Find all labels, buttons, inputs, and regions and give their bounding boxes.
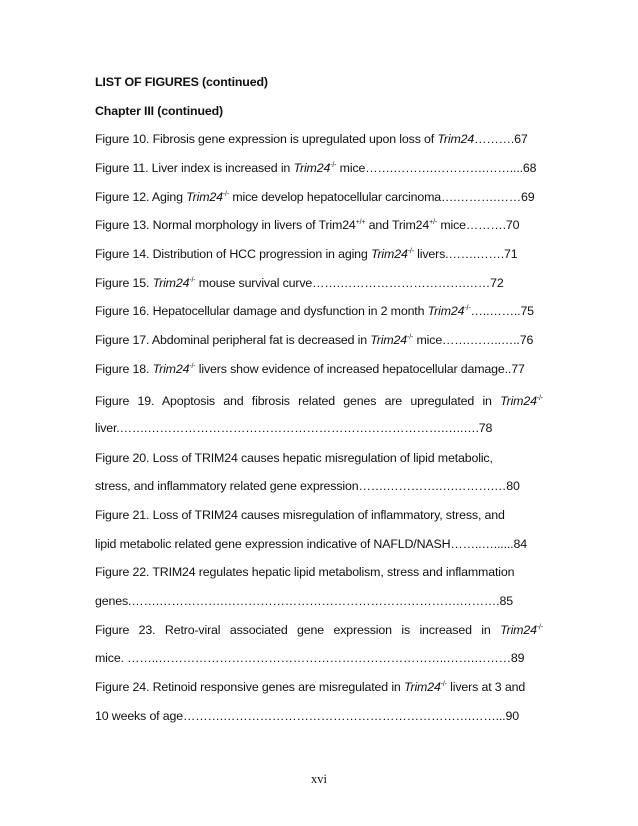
figure-entry-line: Figure 24. Retinoid responsive genes are misregulated in Trim24-/- livers at 3 and [95, 680, 526, 694]
figure-entry: Figure 16. Hepatocellular damage and dysfunction in 2 month Trim24-/-…..……..75 [95, 304, 534, 318]
figure-entry: Figure 12. Aging Trim24-/- mice develop hepatocellular carcinoma….……….……69 [95, 190, 535, 204]
figure-entry: Figure 18. Trim24-/- livers show evidence of increased hepatocellular damage..77 [95, 362, 525, 376]
figure-entry: Figure 17. Abdominal peripheral fat is decreased in Trim24-/- mice…….……..…..76 [95, 333, 534, 347]
chapter-heading: Chapter III (continued) [95, 104, 224, 118]
figure-entry-line: liver.…….……………………………………………………………….…..….78 [95, 421, 493, 435]
figure-entry-line: 10 weeks of age……….…………………………………………………….……...90 [95, 709, 519, 723]
figure-entry-line: lipid metabolic related gene expression indicative of NAFLD/NASH……..…......84 [95, 537, 527, 551]
figure-entry-line: Figure 22. TRIM24 regulates hepatic lipid metabolism, stress and inflammation [95, 565, 515, 579]
figure-entry: Figure 13. Normal morphology in livers of Trim24+/+ and Trim24+/- mice……….70 [95, 218, 520, 232]
figure-entry-line: Figure 23. Retro-viral associated gene expression is increased in Trim24-/- [95, 623, 543, 637]
figure-entry-line: genes.…….…………….………………………………………………….……….85 [95, 594, 513, 608]
list-heading: LIST OF FIGURES (continued) [95, 75, 268, 89]
figure-entry-line: Figure 20. Loss of TRIM24 causes hepatic misregulation of lipid metabolic, [95, 451, 493, 465]
figure-entry: Figure 10. Fibrosis gene expression is upregulated upon loss of Trim24……….67 [95, 132, 528, 146]
figure-entry: Figure 11. Liver index is increased in Trim24-/- mice…….……….………….……....68 [95, 161, 537, 175]
figure-entry-line: stress, and inflammatory related gene expression…….………….….……….…80 [95, 479, 520, 493]
figure-entry: Figure 14. Distribution of HCC progression in aging Trim24-/- livers.…….…….71 [95, 247, 518, 261]
figure-entry-line: mice. ……..……………………………………………………………..…….………89 [95, 651, 525, 665]
figure-entry-line: Figure 19. Apoptosis and fibrosis related genes are upregulated in Trim24-/- [95, 394, 543, 408]
page-number: xvi [311, 772, 327, 786]
figure-entry: Figure 15. Trim24-/- mouse survival curve…….………………………….……72 [95, 276, 504, 290]
figure-entry-line: Figure 21. Loss of TRIM24 causes misregulation of inflammatory, stress, and [95, 508, 505, 522]
